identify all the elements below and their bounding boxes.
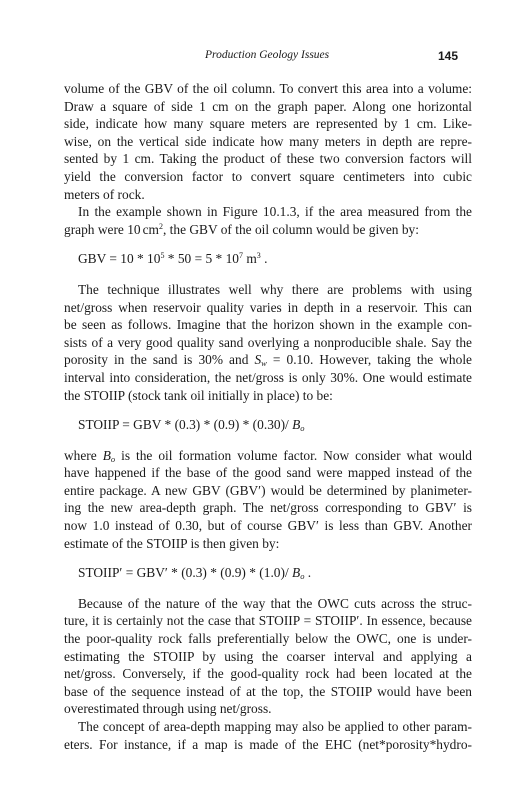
text-line: net/gross when reservoir quality varies in depth in a reservoir. This can <box>64 299 472 315</box>
text-line: volume of the GBV of the oil column. To convert this area into a volume: <box>64 81 472 96</box>
text-line: estimate of the STOIIP is then given by: <box>64 535 280 551</box>
text-line: be seen as follows. Imagine that the horizon shown in the example con- <box>64 317 472 333</box>
text-line: interval into consideration, the net/gross is only 30%. One would estimate <box>64 369 472 385</box>
text-line: the STOIIP (stock tank oil initially in place) to be: <box>64 387 333 403</box>
equation-gbv: GBV = $10 * 10^5 * 50 = 5 * 10^7$ $m^3$ . <box>78 251 268 267</box>
text-line: base of the sequence instead of at the top, the STOIIP would have been <box>64 683 472 699</box>
text-line: now 1.0 instead of 0.30, but of course GBV′ is less than GBV. Another <box>64 518 472 534</box>
text-line: The concept of area-depth mapping may also be applied to other param- <box>78 719 472 734</box>
running-title: Production Geology Issues <box>205 49 330 61</box>
text-line: ing the new area-depth graph. The net/gross corresponding to GBV′ is <box>64 500 472 516</box>
text-line: side, indicate how many square meters are represented by 1 cm. Like- <box>64 116 472 132</box>
text-line: meters of rock. <box>64 186 145 202</box>
text-line: where $B_o$ is the oil formation volume factor. Now consider what would <box>64 447 472 464</box>
text-line: graph were 10 $cm^2$, the GBV of the oil column would be given by: <box>64 221 419 237</box>
page-header <box>0 49 528 67</box>
text-line: yield the conversion factor to convert square centimeters into cubic <box>64 168 472 184</box>
text-line: In the example shown in Figure 10.1.3, if the area measured from the <box>78 204 472 220</box>
equation-stoiip-prime: STOIIP′ = GBV′ * (0.3) * (0.9) * (1.0)/ $B_o$ . <box>78 565 312 582</box>
text-line: overestimated through using net/gross. <box>64 701 272 717</box>
text-line: have happened if the base of the good sand were mapped instead of the <box>64 465 472 481</box>
text-line: The technique illustrates well why there are problems with using <box>78 281 472 297</box>
text-line: the poor-quality rock falls preferentially below the OWC, one is under- <box>64 631 472 647</box>
page-number: 145 <box>437 49 458 63</box>
text-line: porosity in the sand is 30% and $S_w = 0.10$. However, taking the whole <box>64 352 472 369</box>
text-line: wise, on the vertical side indicate how many meters in depth are repre- <box>64 133 472 149</box>
equation-stoiip: STOIIP = GBV * (0.3) * (0.9) * (0.30)/ $B_o$ <box>78 417 305 434</box>
text-line: sented by 1 cm. Taking the product of these two conversion factors will <box>64 151 472 167</box>
text-line: Draw a square of side 1 cm on the graph paper. Along one horizontal <box>64 98 472 114</box>
text-line: entire package. A new GBV (GBV′) would be determined by planimeter- <box>64 482 472 498</box>
body-text <box>64 80 472 753</box>
text-line: Because of the nature of the way that the OWC cuts across the struc- <box>78 595 472 611</box>
text-line: net/gross. Conversely, if the good-quality rock had been located at the <box>64 666 472 682</box>
text-line: eters. For instance, if a map is made of the EHC (net*porosity*hydro- <box>64 736 472 752</box>
text-line: sists of a very good quality sand overlying a nonproducible shale. Say the <box>64 334 472 350</box>
text-line: ture, it is certainly not the case that STOIIP = STOIIP′. In essence, because <box>64 613 472 629</box>
text-line: estimating the STOIIP by using the coarser interval and applying a <box>64 648 472 664</box>
